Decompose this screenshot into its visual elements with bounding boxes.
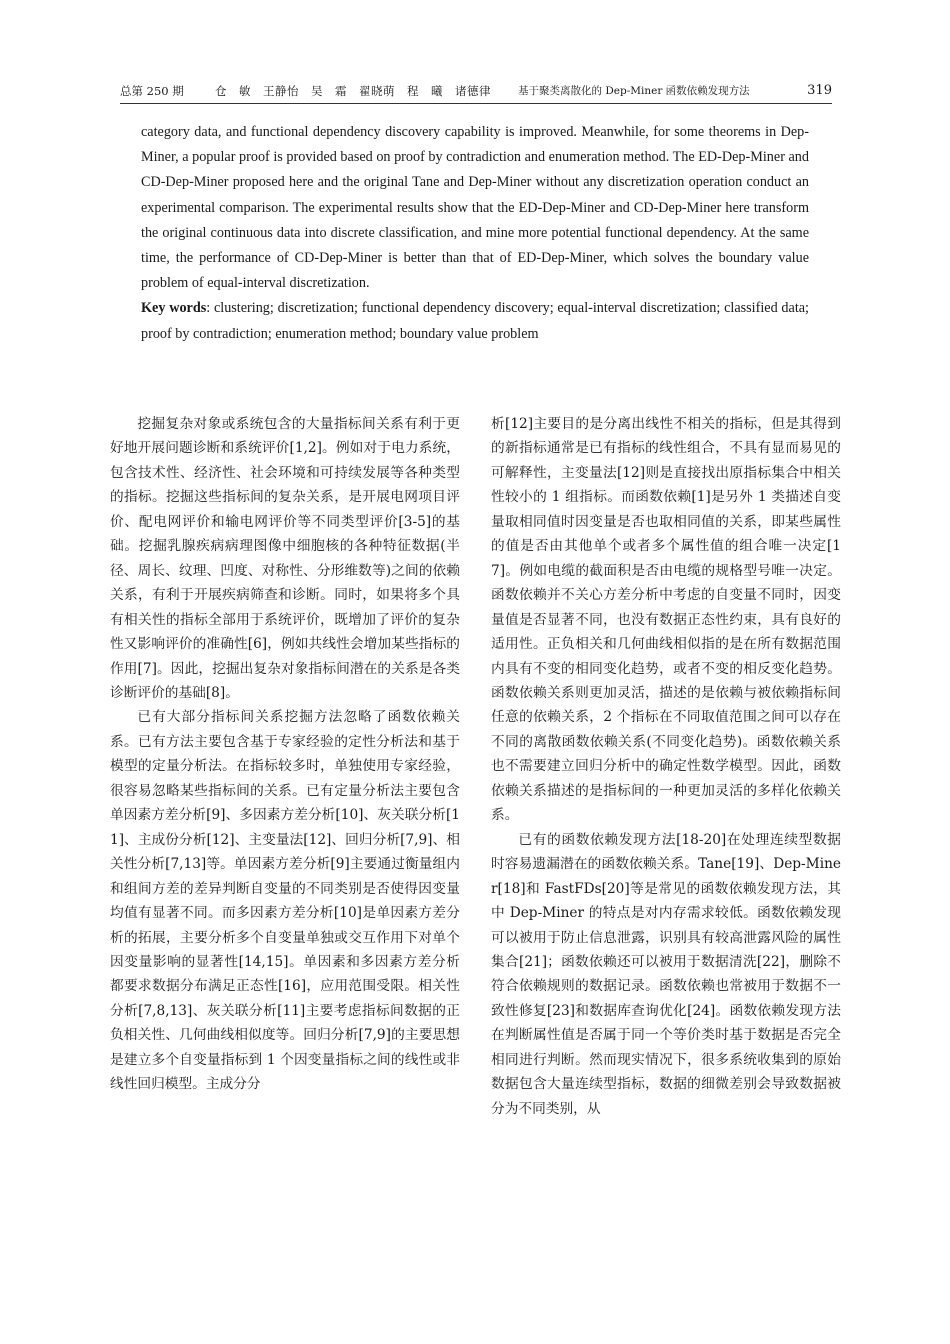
left-column [110, 412, 460, 1097]
body-paragraph: 已有大部分指标间关系挖掘方法忽略了函数依赖关系。已有方法主要包含基于专家经验的定性分析法和基于模型的定量分析法。在指标较多时，单独使用专家经验，很容易忽略某些指标间的关系。已有定量分析法主要包含单因素方差分析[9]、多因素方差分析[10]、灰关联分析[11]、主成份分析[12]、主变量法[12]、回归分析[7,9]、相关性分析[7,13]等。单因素方差分析[9]主要通过衡量组内和组间方差的差异判断自变量的不同类别是否使得因变量均值有显著不同。而多因素方差分析[10]是单因素方差分析的拓展，主要分析多个自变量单独或交互作用下对单个因变量影响的显著性[14,15]。单因素和多因素方差分析都要求数据分布满足正态性[16]，应用范围受限。相关性分析[7,8,13]、灰关联分析[11]主要考虑指标间数据的正负相关性、几何曲线相似度等。回归分析[7,9]的主要思想是建立多个自变量指标到 1 个因变量指标之间的线性或非线性回归模型。主成分分 [110, 709, 460, 1093]
page-number: 319 [807, 83, 832, 98]
keywords-label: Key words [141, 300, 207, 317]
abstract-block [141, 120, 809, 347]
keywords-line [141, 296, 809, 346]
header-title: 基于聚类离散化的 Dep-Miner 函数依赖发现方法 [518, 85, 750, 97]
right-column [491, 412, 841, 1121]
running-header [120, 80, 832, 102]
body-paragraph: 析[12]主要目的是分离出线性不相关的指标，但是其得到的新指标通常是已有指标的线性组合，不具有显而易见的可解释性，主变量法[12]则是直接找出原指标集合中相关性较小的 1 组指标。而函数依赖[1]是另外 1 类描述自变量取相同值时因变量是否也取相同值的关系，即某些属性的值是否由其他单个或者多个属性值的组合唯一决定[17]。例如电缆的截面积是否由电缆的规格型号唯一决定。函数依赖并不关心方差分析中考虑的自变量不同时，因变量值是否显著不同，也没有数据正态性约束，具有良好的适用性。正负相关和几何曲线相似指的是在所有数据范围内具有不变的相同变化趋势，或者不变的相反变化趋势。函数依赖关系则更加灵活，描述的是依赖与被依赖指标间任意的依赖关系，2 个指标在不同取值范围之间可以存在不同的离散函数依赖关系(不同变化趋势)。函数依赖关系也不需要建立回归分析中的确定性数学模型。因此，函数依赖关系描述的是指标间的一种更加灵活的多样化依赖关系。 [491, 416, 841, 824]
header-authors: 仓 敏 王静怡 吴 霜 翟晓萌 程 曦 诸德律 [215, 84, 491, 98]
body-paragraph: 挖掘复杂对象或系统包含的大量指标间关系有利于更好地开展问题诊断和系统评价[1,2]。例如对于电力系统，包含技术性、经济性、社会环境和可持续发展等各种类型的指标。挖掘这些指标间的复杂关系，是开展电网项目评价、配电网评价和输电网评价等不同类型评价[3-5]的基础。挖掘乳腺疾病病理图像中细胞核的各种特征数据(半径、周长、纹理、凹度、对称性、分形维数等)之间的依赖关系，有利于开展疾病筛查和诊断。同时，如果将多个具有相关性的指标全部用于系统评价，既增加了评价的复杂性又影响评价的准确性[6]，例如共线性会增加某些指标的作用[7]。因此，挖掘出复杂对象指标间潜在的关系是各类诊断评价的基础[8]。 [110, 416, 460, 701]
issue-number: 总第 250 期 [120, 84, 184, 98]
header-rule [120, 103, 832, 104]
keywords-text: : clustering; discretization; functional dependency discovery; equal-interval discretization; classified data; proof by contradiction; enumeration method; boundary value problem [141, 300, 809, 342]
abstract-text: category data, and functional dependency discovery capability is improved. Meanwhile, for some theorems in Dep-Miner, a popular proof is provided based on proof by contradiction and enumeration method. The ED-Dep-Miner and CD-Dep-Miner proposed here and the original Tane and Dep-Miner without any discretization operation conduct an experimental comparison. The experimental results show that the ED-Dep-Miner and CD-Dep-Miner here transform the original continuous data into discrete classification, and mine more potential functional dependency. At the same time, the performance of CD-Dep-Miner is better than that of ED-Dep-Miner, which solves the boundary value problem of equal-interval discretization. [141, 124, 809, 292]
body-paragraph: 已有的函数依赖发现方法[18-20]在处理连续型数据时容易遗漏潜在的函数依赖关系。Tane[19]、Dep-Miner[18]和 FastFDs[20]等是常见的函数依赖发现方法，其中 Dep-Miner 的特点是对内存需求较低。函数依赖发现可以被用于防止信息泄露，识别具有较高泄露风险的属性集合[21]；函数依赖还可以被用于数据清洗[22]，删除不符合依赖规则的数据记录。函数依赖也常被用于数据不一致性修复[23]和数据库查询优化[24]。函数依赖发现方法在判断属性值是否属于同一个等价类时基于数据是否完全相同进行判断。然而现实情况下，很多系统收集到的原始数据包含大量连续型指标，数据的细微差别会导致数据被分为不同类别，从 [491, 831, 841, 1117]
